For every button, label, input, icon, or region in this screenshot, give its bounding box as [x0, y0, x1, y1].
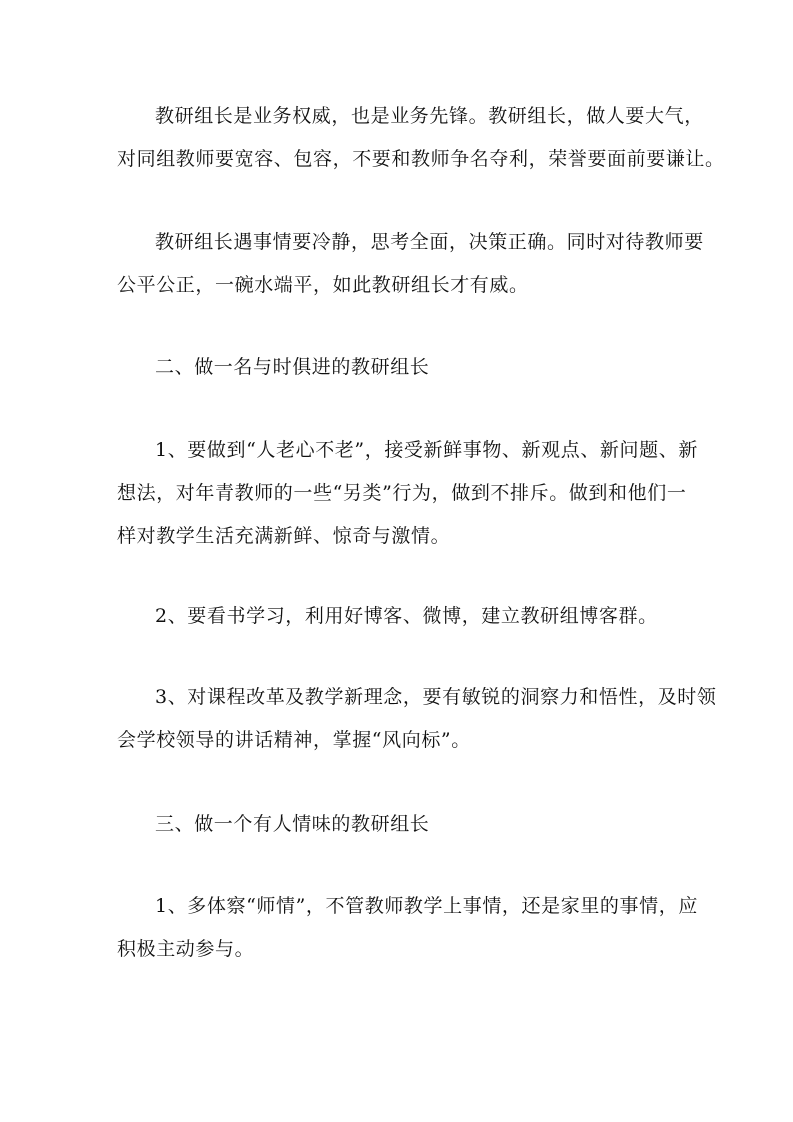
- paragraph-point-3-reform: [117, 676, 717, 762]
- text-line: 教研组长是业务权威，也是业务先锋。教研组长，做人要大气，: [155, 105, 704, 127]
- text-line: 3、对课程改革及教学新理念，要有敏锐的洞察力和悟性，及时领: [155, 686, 717, 708]
- text-line: 2、要看书学习，利用好博客、微博，建立教研组博客群。: [155, 605, 658, 627]
- text-line: 想法，对年青教师的一些“另类”行为，做到不排斥。做到和他们一: [117, 482, 687, 504]
- text-line: 会学校领导的讲话精神，掌握“风向标”。: [117, 729, 471, 751]
- section-heading-2: [117, 346, 693, 389]
- text-line: 积极主动参与。: [117, 938, 255, 960]
- paragraph-leader-calm: [117, 221, 704, 307]
- paragraph-point-1-young-mind: [117, 429, 698, 558]
- paragraph-point-1-care: [117, 885, 698, 971]
- text-line: 1、要做到“人老心不老”，接受新鲜事物、新观点、新问题、新: [155, 439, 698, 461]
- paragraph-leader-authority: [117, 95, 725, 181]
- section-heading-3: [117, 803, 693, 846]
- text-line: 对同组教师要宽容、包容，不要和教师争名夺利，荣誉要面前要谦让。: [117, 148, 725, 170]
- text-line: 样对教学生活充满新鲜、惊奇与激情。: [117, 525, 451, 547]
- heading-text: 三、做一个有人情味的教研组长: [155, 813, 430, 835]
- text-line: 教研组长遇事情要冷静，思考全面，决策正确。同时对待教师要: [155, 231, 704, 253]
- paragraph-point-2-study: [117, 595, 693, 638]
- text-line: 公平公正，一碗水端平，如此教研组长才有威。: [117, 274, 529, 296]
- text-line: 1、多体察“师情”，不管教师教学上事情，还是家里的事情，应: [155, 895, 698, 917]
- heading-text: 二、做一名与时俱进的教研组长: [155, 356, 430, 378]
